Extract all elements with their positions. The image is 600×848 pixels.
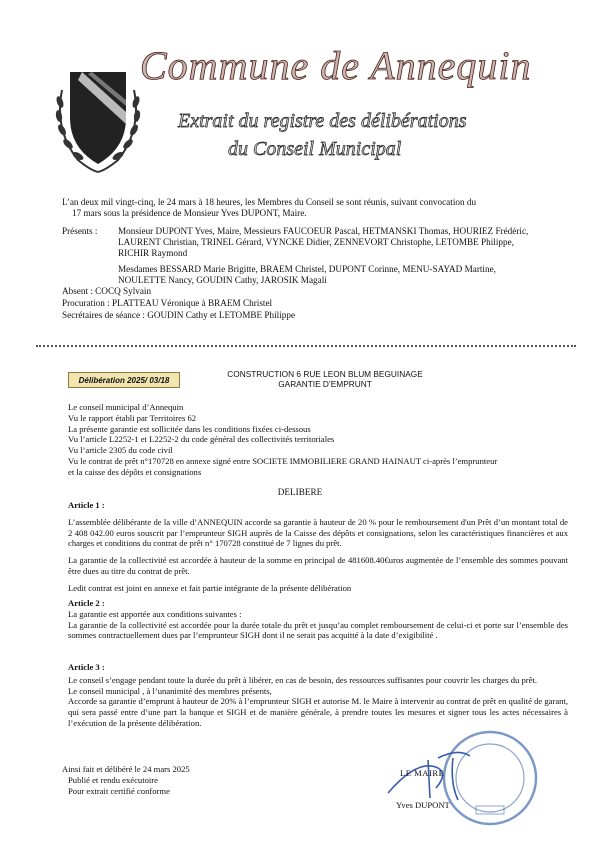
presents-line-2: LAURENT Christian, TRINEL Gérard, VYNCKE Didier, ZENNEVORT Christophe, LETOMBE Philippe,: [118, 237, 514, 248]
article-3-heading: Article 3 :: [68, 662, 105, 672]
article-3-paragraph-3: Accorde sa garantie d’emprunt à hauteur de 20% à l’emprunteur SIGH et autorise M. le Maire à intervenir au contrat de prêt en qualité de garant, qui sera passé entre d’une part la banque et SIGH et de manière générale, à prendre toutes les mesures et signer tous les actes nécessaires à l’exécution de la présente délibération.: [68, 696, 568, 728]
article-3-paragraph-2: Le conseil municipal , à l’unanimité des membres présents,: [68, 685, 272, 696]
article-2-heading: Article 2 :: [68, 598, 105, 608]
presents-line-5: NOULETTE Nancy, GOUDIN Cathy, JAROSIK Magali: [118, 274, 327, 285]
mayor-name: Yves DUPONT: [396, 800, 450, 810]
procuration-line: Procuration : PLATTEAU Véronique à BRAEM Christel: [62, 298, 273, 308]
subtitle-line-1: Extrait du registre des délibérations: [178, 110, 467, 132]
preamble-line: Le conseil municipal d’Annequin: [68, 402, 184, 412]
article-2: [68, 598, 568, 641]
article-1-heading: Article 1 :: [68, 500, 105, 510]
article-3-paragraph-1: Le conseil s’engage pendant toute la durée du prêt à libérer, en cas de besoin, des ressources suffisantes pour couvrir les charges du prêt.: [68, 674, 537, 685]
footer-line-1: Ainsi fait et délibéré le 24 mars 2025: [62, 764, 190, 774]
document-title: Commune de Annequin: [140, 43, 532, 88]
commune-crest-icon: [48, 60, 148, 180]
intro-paragraph: [62, 197, 562, 219]
preamble-line: La présente garantie est sollicitée dans les conditions fixées ci-dessous: [68, 423, 311, 434]
article-1-paragraph-1: L’assemblée délibérante de la ville d’ANNEQUIN accorde sa garantie à hauteur de 20 % pour le remboursement d'un Prêt d’un montant total de 2 408 042.00 euros souscrit par l’emprunteur SIGH auprès de la Caisse des dépôts et consignations, selon les caractéristiques financières et aux charges et conditions du contrat de prêt n° 170728 constitué de 7 lignes du prêt.: [68, 516, 568, 549]
mayor-label: LE MAIRE: [400, 768, 445, 778]
article-3: [68, 662, 568, 729]
delibere-heading: DELIBERE: [277, 487, 323, 497]
preamble-line: Vu l’article L2252-1 et L2252-2 du code général des collectivités territoriales: [68, 434, 335, 445]
section-divider: [36, 345, 576, 347]
presents-line-1: Monsieur DUPONT Yves, Maire, Messieurs FAUCOEUR Pascal, HETMANSKI Thomas, HOURIEZ Frédéric,: [118, 226, 529, 236]
article-1: [68, 500, 568, 594]
deliberation-title-line-2: GARANTIE D’EMPRUNT: [278, 379, 372, 389]
preamble-line: Vu l’article 2305 du code civil: [68, 445, 173, 456]
secretaires-line: Secrétaires de séance : GOUDIN Cathy et LETOMBE Philippe: [62, 310, 296, 320]
article-2-paragraph-1: La garantie est apportée aux conditions suivantes :: [68, 608, 242, 619]
deliberation-number-badge: Délibération 2025/ 03/18: [68, 372, 180, 388]
article-1-paragraph-2: La garantie de la collectivité est accordée à hauteur de la somme en principal de 481608.40€uros augmentée de l’ensemble des sommes pouvant être dues au titre du contrat de prêt.: [68, 555, 568, 576]
article-2-paragraph-2: La garantie de la collectivité est accordée pour la durée totale du prêt et jusqu’au complet remboursement de celui-ci et porte sur l’ensemble des sommes contractuellement dues par l’emprunteur SIGH dont il ne serait pas acquitté à la date d’exigibilité .: [68, 619, 568, 641]
presents-line-3: RICHIR Raymond: [118, 248, 188, 259]
subtitle-line-2: du Conseil Municipal: [228, 138, 402, 160]
presents-line-4: Mesdames BESSARD Marie Brigitte, BRAEM Christel, DUPONT Corinne, MENU-SAYAD Martine,: [118, 263, 496, 274]
preamble-line: et la caisse des dépôts et consignations: [68, 466, 202, 477]
footer-line-2: Publié et rendu exécutoire: [68, 774, 158, 785]
article-1-paragraph-3: Ledit contrat est joint en annexe et fait partie intégrante de la présente délibération: [68, 582, 352, 593]
preamble-line: Vu le rapport établi par Territoires 62: [68, 412, 197, 423]
presents-label: Présents :: [62, 226, 98, 236]
footer-certification: [62, 764, 262, 796]
footer-line-3: Pour extrait certifié conforme: [68, 785, 170, 796]
intro-line-2: 17 mars sous la présidence de Monsieur Yves DUPONT, Maire.: [72, 208, 307, 219]
preamble-list: [68, 402, 568, 478]
preamble-line: Vu le contrat de prêt n°170728 en annexe signé entre SOCIETE IMMOBILIERE GRAND HAINAUT ci-après l’emprunteur: [68, 455, 498, 466]
presents-list: [118, 226, 558, 286]
deliberation-title: [200, 369, 450, 389]
absent-line: Absent : COCQ Sylvain: [62, 286, 152, 296]
intro-line-1: L’an deux mil vingt-cinq, le 24 mars à 18 heures, les Membres du Conseil se sont réunis, suivant convocation du: [62, 197, 477, 207]
deliberation-title-line-1: CONSTRUCTION 6 RUE LEON BLUM BEGUINAGE: [227, 369, 423, 379]
